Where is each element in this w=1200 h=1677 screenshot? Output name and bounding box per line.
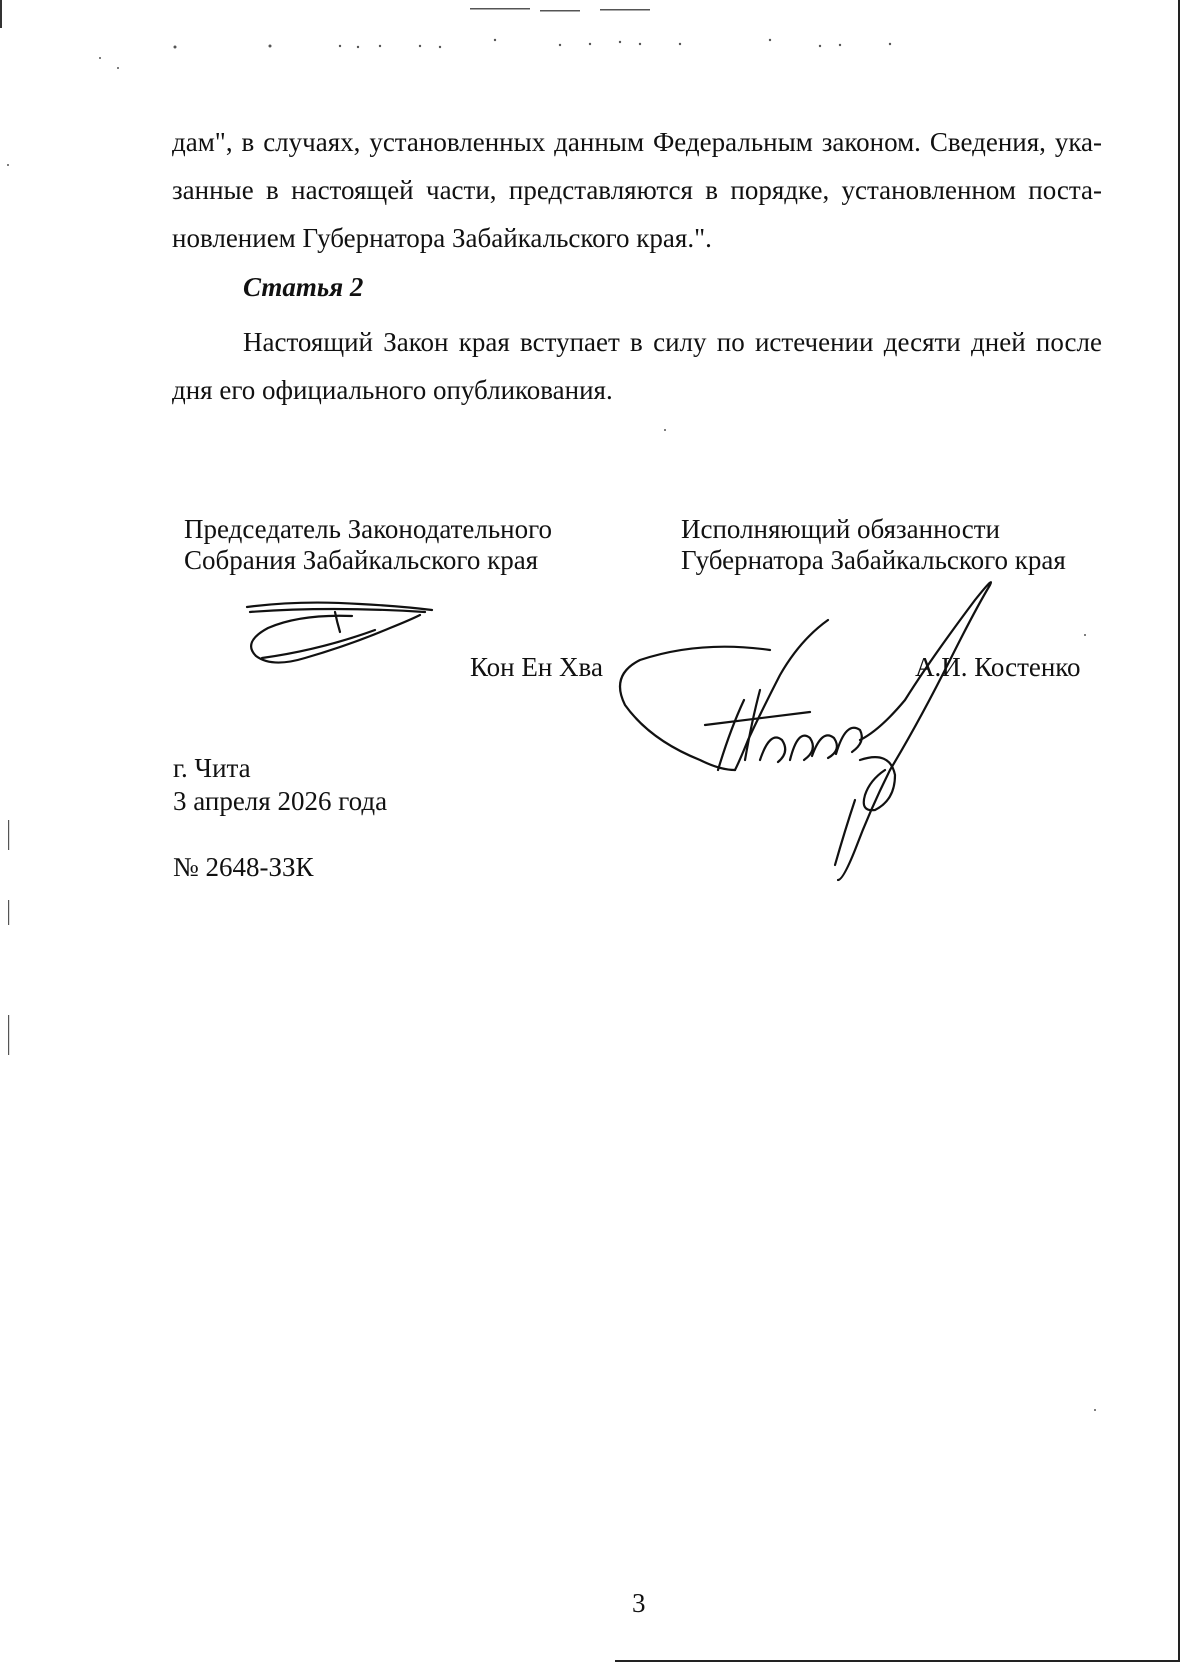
governor-signature: [620, 582, 991, 880]
article-text: [172, 318, 1102, 414]
text-line: Настоящий Закон края вступает в силу по истечении десяти дней после: [243, 327, 1102, 357]
place: г. Чита: [173, 753, 251, 783]
text-line: дня его официального опубликования.: [172, 375, 613, 405]
scan-frame-bottom: [615, 1660, 1180, 1662]
date: 3 апреля 2026 года: [173, 786, 388, 816]
text-line: дам", в случаях, установленных данным Федеральным законом. Сведения, ука-: [172, 127, 1102, 157]
text-line: занные в настоящей части, представляются в порядке, установленном поста-: [172, 175, 1102, 205]
governor-title: [681, 514, 1066, 576]
chairman-signature: [247, 603, 432, 663]
place-and-date: [173, 752, 387, 818]
scan-edge-mark: [0, 0, 2, 28]
title-line: Собрания Забайкальского края: [184, 545, 539, 575]
governor-name: А.И. Костенко: [915, 652, 1081, 682]
document-number: № 2648-ЗЗК: [173, 852, 314, 882]
title-line: Исполняющий обязанности: [681, 514, 1000, 544]
article-heading: Статья 2: [243, 272, 364, 302]
paragraph-continuation: [172, 118, 1102, 262]
page-number: 3: [632, 1588, 646, 1618]
title-line: Председатель Законодательного: [184, 514, 553, 544]
title-line: Губернатора Забайкальского края: [681, 545, 1066, 575]
chairman-title: [184, 514, 552, 576]
chairman-name: Кон Ен Хва: [470, 652, 603, 682]
text-line: новлением Губернатора Забайкальского края.".: [172, 223, 712, 253]
scan-frame-right: [1178, 0, 1180, 1660]
